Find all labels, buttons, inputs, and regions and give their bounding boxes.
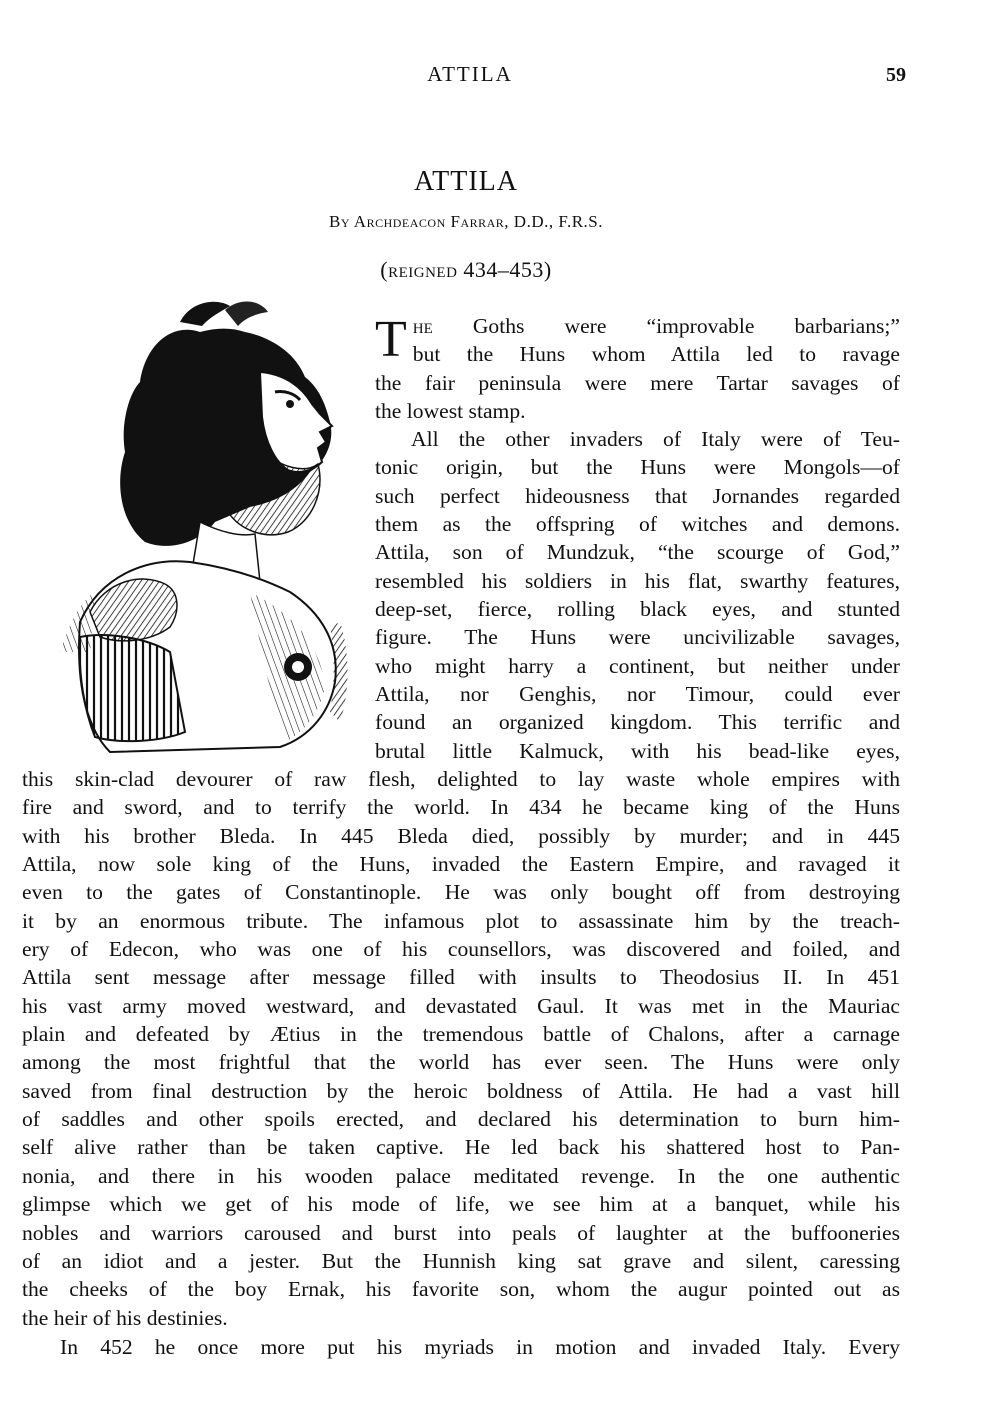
text-line: Attila, son of Mundzuk, “the scourge of God,”	[375, 540, 900, 565]
text-line: Goths were “improvable barbarians;”	[432, 314, 900, 338]
text-line: the heir of his destinies.	[22, 1305, 228, 1330]
paragraph-2-top	[375, 425, 900, 765]
text-line: it by an enormous tribute. The infamous plot to assassinate him by the treach-	[22, 908, 900, 933]
text-line: among the most frightful that the world has ever seen. The Huns were only	[22, 1050, 900, 1075]
text-line: Attila, nor Genghis, nor Timour, could ever	[375, 682, 900, 707]
text-line: In 452 he once more put his myriads in motion and invaded Italy. Every	[60, 1335, 900, 1359]
paragraph-1	[375, 312, 900, 425]
text-line: self alive rather than be taken captive. He led back his shattered host to Pan-	[22, 1135, 900, 1160]
text-line: Attila sent message after message filled with insults to Theodosius II. In 451	[22, 965, 900, 990]
text-line: the cheeks of the boy Ernak, his favorite son, whom the augur pointed out as	[22, 1277, 900, 1302]
text-line: Attila, now sole king of the Huns, invaded the Eastern Empire, and ravaged it	[22, 852, 900, 877]
text-line: glimpse which we get of his mode of life, we see him at a banquet, while his	[22, 1192, 900, 1217]
text-line: All the other invaders of Italy were of Teu-	[411, 427, 900, 451]
text-line: who might harry a continent, but neither under	[375, 653, 900, 678]
running-title: ATTILA	[427, 62, 513, 86]
text-line: this skin-clad devourer of raw flesh, delighted to lay waste whole empires with	[22, 767, 900, 791]
text-line: of an idiot and a jester. But the Hunnish king sat grave and silent, caressing	[22, 1248, 900, 1273]
text-line: tonic origin, but the Huns were Mongols—of	[375, 455, 900, 480]
text-line: the lowest stamp.	[375, 399, 526, 424]
text-line: figure. The Huns were uncivilizable savages,	[375, 625, 900, 650]
page-number: 59	[886, 64, 906, 86]
running-head	[0, 62, 1000, 90]
paragraph-2-bottom	[22, 765, 900, 1332]
text-line: even to the gates of Constantinople. He was only bought off from destroying	[22, 880, 900, 905]
text-line: plain and defeated by Ætius in the tremendous battle of Chalons, after a carnage	[22, 1022, 900, 1047]
paragraph-3	[22, 1333, 900, 1361]
article-title: ATTILA	[414, 166, 518, 197]
text-line: the fair peninsula were mere Tartar savages of	[375, 370, 900, 395]
text-line: nobles and warriors caroused and burst into peals of laughter at the buffooneries	[22, 1220, 900, 1245]
text-line: resembled his soldiers in his flat, swarthy features,	[375, 568, 900, 593]
drop-cap: T	[375, 311, 407, 368]
first-word: he	[412, 314, 433, 338]
attila-portrait-icon	[50, 292, 370, 762]
article-byline: By Archdeacon Farrar, D.D., F.R.S.	[328, 212, 603, 231]
text-line: his vast army moved westward, and devastated Gaul. It was met in the Mauriac	[22, 993, 900, 1018]
text-line: but the Huns whom Attila led to ravage	[412, 342, 900, 367]
text-line: brutal little Kalmuck, with his bead-like eyes,	[375, 738, 900, 763]
text-line: found an organized kingdom. This terrific and	[375, 710, 900, 735]
text-line: them as the offspring of witches and demons.	[375, 512, 900, 537]
text-line: of saddles and other spoils erected, and declared his determination to burn him-	[22, 1107, 900, 1132]
text-line: such perfect hideousness that Jornandes regarded	[375, 483, 900, 508]
text-line: deep-set, fierce, rolling black eyes, and stunted	[375, 597, 900, 622]
text-line: nonia, and there in his wooden palace meditated revenge. In the one authentic	[22, 1163, 900, 1188]
text-line: with his brother Bleda. In 445 Bleda died, possibly by murder; and in 445	[22, 823, 900, 848]
text-line: saved from final destruction by the heroic boldness of Attila. He had a vast hill	[22, 1078, 900, 1103]
reign-dates: (reigned 434–453)	[380, 257, 552, 282]
text-line: ery of Edecon, who was one of his counsellors, was discovered and foiled, and	[22, 937, 900, 962]
text-line: fire and sword, and to terrify the world. In 434 he became king of the Huns	[22, 795, 900, 820]
